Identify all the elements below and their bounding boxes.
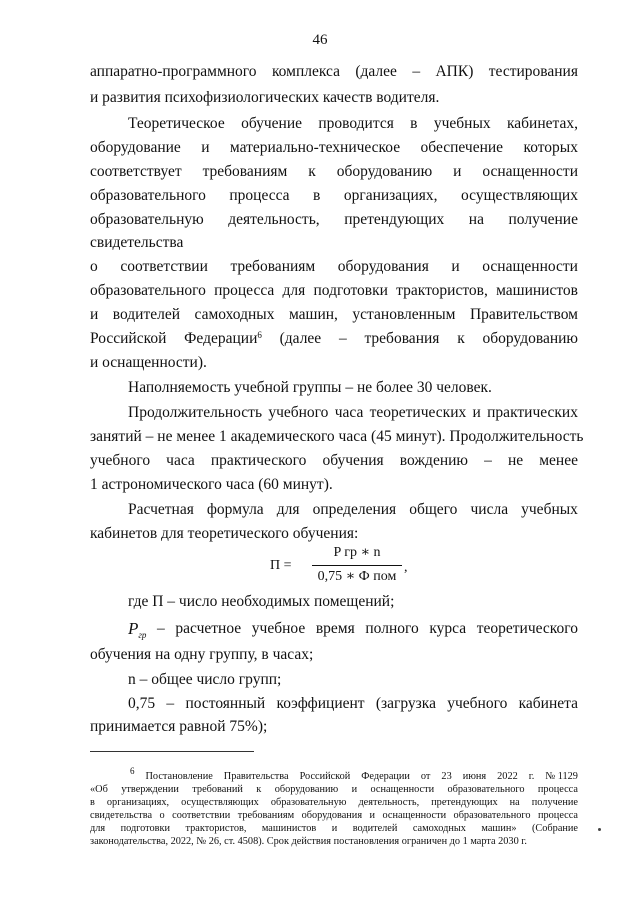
word: учебных	[521, 501, 578, 518]
word: самоходных	[194, 306, 275, 323]
para2-line9	[90, 305, 578, 325]
word: –	[484, 452, 492, 469]
word: учебного	[268, 404, 329, 421]
footnote-line6: законодательства, 2022, № 26, ст. 4508). Срок действия постановления ограничен до 1 марта 2030 г.	[90, 836, 527, 847]
word: деятельность,	[228, 211, 320, 228]
word: теоретических	[369, 404, 467, 421]
footnote-line4	[90, 809, 578, 822]
word: процесса	[229, 187, 290, 204]
word: оборудование	[90, 139, 181, 156]
word: образовательного	[90, 187, 206, 204]
fraction-bar	[312, 565, 402, 566]
word: машин»	[481, 823, 517, 834]
para2-line4	[90, 186, 578, 206]
word: вождению	[399, 452, 468, 469]
subscript: гр	[138, 630, 147, 641]
word: на	[509, 797, 520, 808]
word: 23	[441, 771, 452, 782]
word: к	[256, 784, 262, 795]
word: оборудования	[337, 258, 429, 275]
footnote-line5	[90, 822, 578, 835]
word: от	[420, 771, 431, 782]
word: в	[410, 115, 418, 132]
word: образовательного	[447, 784, 525, 795]
formula-numerator: P гр ∗ n	[333, 545, 381, 560]
word: Теоретическое	[128, 115, 225, 132]
word: образовательного	[453, 810, 531, 821]
para2-line10	[90, 329, 578, 349]
word: которых	[523, 139, 578, 156]
word: учебное	[251, 620, 306, 637]
where-3: n – общее число групп;	[128, 671, 282, 688]
symbol-p-gr	[128, 619, 146, 645]
word: полного	[365, 620, 419, 637]
word: процесса	[537, 784, 578, 795]
word: к	[308, 163, 316, 180]
word: Правительства	[223, 771, 289, 782]
word: оборудованию	[336, 163, 433, 180]
para1-line1	[90, 62, 578, 82]
word: 2022	[497, 771, 518, 782]
word: оборудования	[301, 810, 363, 821]
word: оснащенности	[382, 810, 447, 821]
word: требования	[364, 330, 440, 347]
word: комплекса	[271, 63, 340, 80]
word: Правительством	[469, 306, 578, 323]
where-4-line1	[128, 694, 578, 714]
word: для	[282, 282, 306, 299]
word: процесса	[214, 282, 275, 299]
word: процесса	[538, 810, 578, 821]
word: и	[90, 306, 99, 323]
word: машинистов	[496, 282, 578, 299]
para2-line8	[90, 281, 578, 301]
page-number: 46	[312, 32, 328, 48]
word: АПК)	[435, 63, 474, 80]
word: –	[412, 63, 421, 80]
para2-line11: и оснащенности).	[90, 354, 207, 371]
word: –	[166, 695, 175, 712]
word: (загрузка	[375, 695, 436, 712]
word: оснащенности	[482, 258, 578, 275]
word: для	[276, 501, 300, 518]
word: для	[90, 823, 106, 834]
word: машин,	[288, 306, 338, 323]
word: часа	[166, 452, 195, 469]
para2-line5	[90, 210, 578, 230]
formula-lhs: П =	[270, 558, 292, 573]
word: учебных	[433, 115, 491, 132]
symbol: P	[128, 619, 139, 638]
word: обучение	[241, 115, 303, 132]
word-with-footnote	[184, 329, 262, 349]
para4-line1	[128, 403, 578, 423]
word: Федерации	[184, 330, 258, 347]
word: требованиям	[202, 163, 288, 180]
word: свидетельства	[90, 810, 153, 821]
word: практических	[487, 404, 578, 421]
formula-comma: ,	[404, 560, 408, 575]
word: соответствии	[172, 810, 231, 821]
footnote-ref: 6	[257, 330, 262, 340]
footnote-line2	[90, 783, 578, 796]
word: утверждении	[121, 784, 179, 795]
word: менее	[539, 452, 578, 469]
word: № 1129	[545, 771, 578, 782]
footnote-line3	[90, 796, 578, 809]
word: формула	[206, 501, 264, 518]
word: образовательную	[90, 211, 204, 228]
word: оборудованию	[274, 784, 339, 795]
word: (Собрание	[531, 823, 578, 834]
word: расчетное	[175, 620, 242, 637]
word: г.	[528, 771, 535, 782]
word: аппаратно-программного	[90, 63, 257, 80]
word: о	[159, 810, 165, 821]
word: Российской	[299, 771, 351, 782]
where-1: где П – число необходимых помещений;	[128, 593, 395, 610]
word: Расчетная	[128, 501, 194, 518]
word: в	[90, 797, 95, 808]
word: Продолжительность	[128, 404, 263, 421]
word: постоянный	[185, 695, 266, 712]
word: и	[201, 139, 210, 156]
word: организациях,	[343, 187, 438, 204]
word: общего	[409, 501, 458, 518]
word: оборудованию	[482, 330, 578, 347]
para2-line2	[90, 138, 578, 158]
footnote-mark: 6	[130, 766, 135, 776]
formula	[262, 544, 422, 590]
word: обеспечение	[420, 139, 504, 156]
where-4-line2: принимается равной 75%);	[90, 718, 268, 735]
word: кабинетах,	[506, 115, 578, 132]
para4-line4: 1 астрономического часа (60 минут).	[90, 476, 333, 493]
word: материально-техническое	[229, 139, 401, 156]
word: учебного	[447, 695, 508, 712]
footnote-mark-wrap	[130, 766, 135, 783]
word: и	[331, 823, 338, 834]
word: не	[507, 452, 524, 469]
word: получение	[531, 797, 578, 808]
footnote-line1	[130, 766, 578, 783]
word: и	[472, 404, 481, 421]
word: машинистов	[261, 823, 317, 834]
word: в	[313, 187, 321, 204]
word: установленным	[352, 306, 456, 323]
word: курса	[429, 620, 467, 637]
word: время	[315, 620, 355, 637]
para1-line2: и развития психофизиологических качеств водителя.	[90, 89, 440, 106]
word: определения	[312, 501, 397, 518]
word: к	[457, 330, 465, 347]
word: «Об	[90, 784, 108, 795]
word: июня	[462, 771, 487, 782]
word: 0,75	[128, 695, 156, 712]
word: образовательную	[270, 797, 347, 808]
word: и	[351, 784, 358, 795]
word: подготовки	[313, 282, 388, 299]
para5-line2: кабинетов для теоретического обучения:	[90, 525, 359, 542]
word: коэффициент	[276, 695, 365, 712]
word: числа	[470, 501, 509, 518]
word: осуществляющих	[461, 187, 578, 204]
where-2-line1	[128, 619, 578, 645]
word: обучения	[322, 452, 384, 469]
word: и	[369, 810, 376, 821]
footnote-separator	[90, 751, 254, 752]
para2-line7	[90, 257, 578, 277]
word: оснащенности	[370, 784, 435, 795]
para4-line2: занятий – не менее 1 академического часа (45 минут). Продолжительность	[90, 428, 584, 445]
word: о	[90, 258, 98, 275]
word: требованиям	[237, 810, 295, 821]
para4-line3	[90, 451, 578, 471]
word: водителей	[112, 306, 181, 323]
word: соответствии	[120, 258, 208, 275]
word: получение	[508, 211, 578, 228]
word: (далее	[279, 330, 322, 347]
word: деятельность,	[358, 797, 420, 808]
para2-line1	[128, 114, 578, 134]
word: проводится	[318, 115, 394, 132]
formula-denominator: 0,75 ∗ Ф пом	[317, 569, 397, 584]
scan-speck	[598, 828, 601, 831]
word: соответствует	[90, 163, 182, 180]
para2-line6: свидетельства	[90, 234, 184, 251]
word: трактористов,	[396, 282, 488, 299]
word: –	[157, 620, 165, 637]
word: на	[468, 211, 484, 228]
word: осуществляющих	[181, 797, 259, 808]
word: требованиям	[230, 258, 316, 275]
word: самоходных	[412, 823, 466, 834]
word: (далее	[355, 63, 397, 80]
word: –	[338, 330, 347, 347]
where-2-line2: обучения на одну группу, в часах;	[90, 646, 314, 663]
para5-line1	[128, 500, 578, 520]
word: претендующих	[431, 797, 498, 808]
word: учебного	[90, 452, 151, 469]
word: и	[451, 258, 460, 275]
word: и	[453, 163, 462, 180]
word: Постановление	[145, 771, 213, 782]
word: часа	[334, 404, 364, 421]
word: практического	[210, 452, 307, 469]
word: претендующих	[344, 211, 445, 228]
word: подготовки	[120, 823, 171, 834]
word: оснащенности	[482, 163, 578, 180]
word: Федерации	[361, 771, 410, 782]
word: образовательного	[90, 282, 206, 299]
word: тестирования	[488, 63, 578, 80]
word: теоретического	[476, 620, 578, 637]
word: водителей	[352, 823, 398, 834]
word: трактористов,	[185, 823, 247, 834]
word: кабинета	[518, 695, 578, 712]
word: организациях,	[106, 797, 170, 808]
para3: Наполняемость учебной группы – не более 30 человек.	[128, 379, 492, 396]
para2-line3	[90, 162, 578, 182]
word: Российской	[90, 330, 167, 347]
word: требований	[192, 784, 243, 795]
